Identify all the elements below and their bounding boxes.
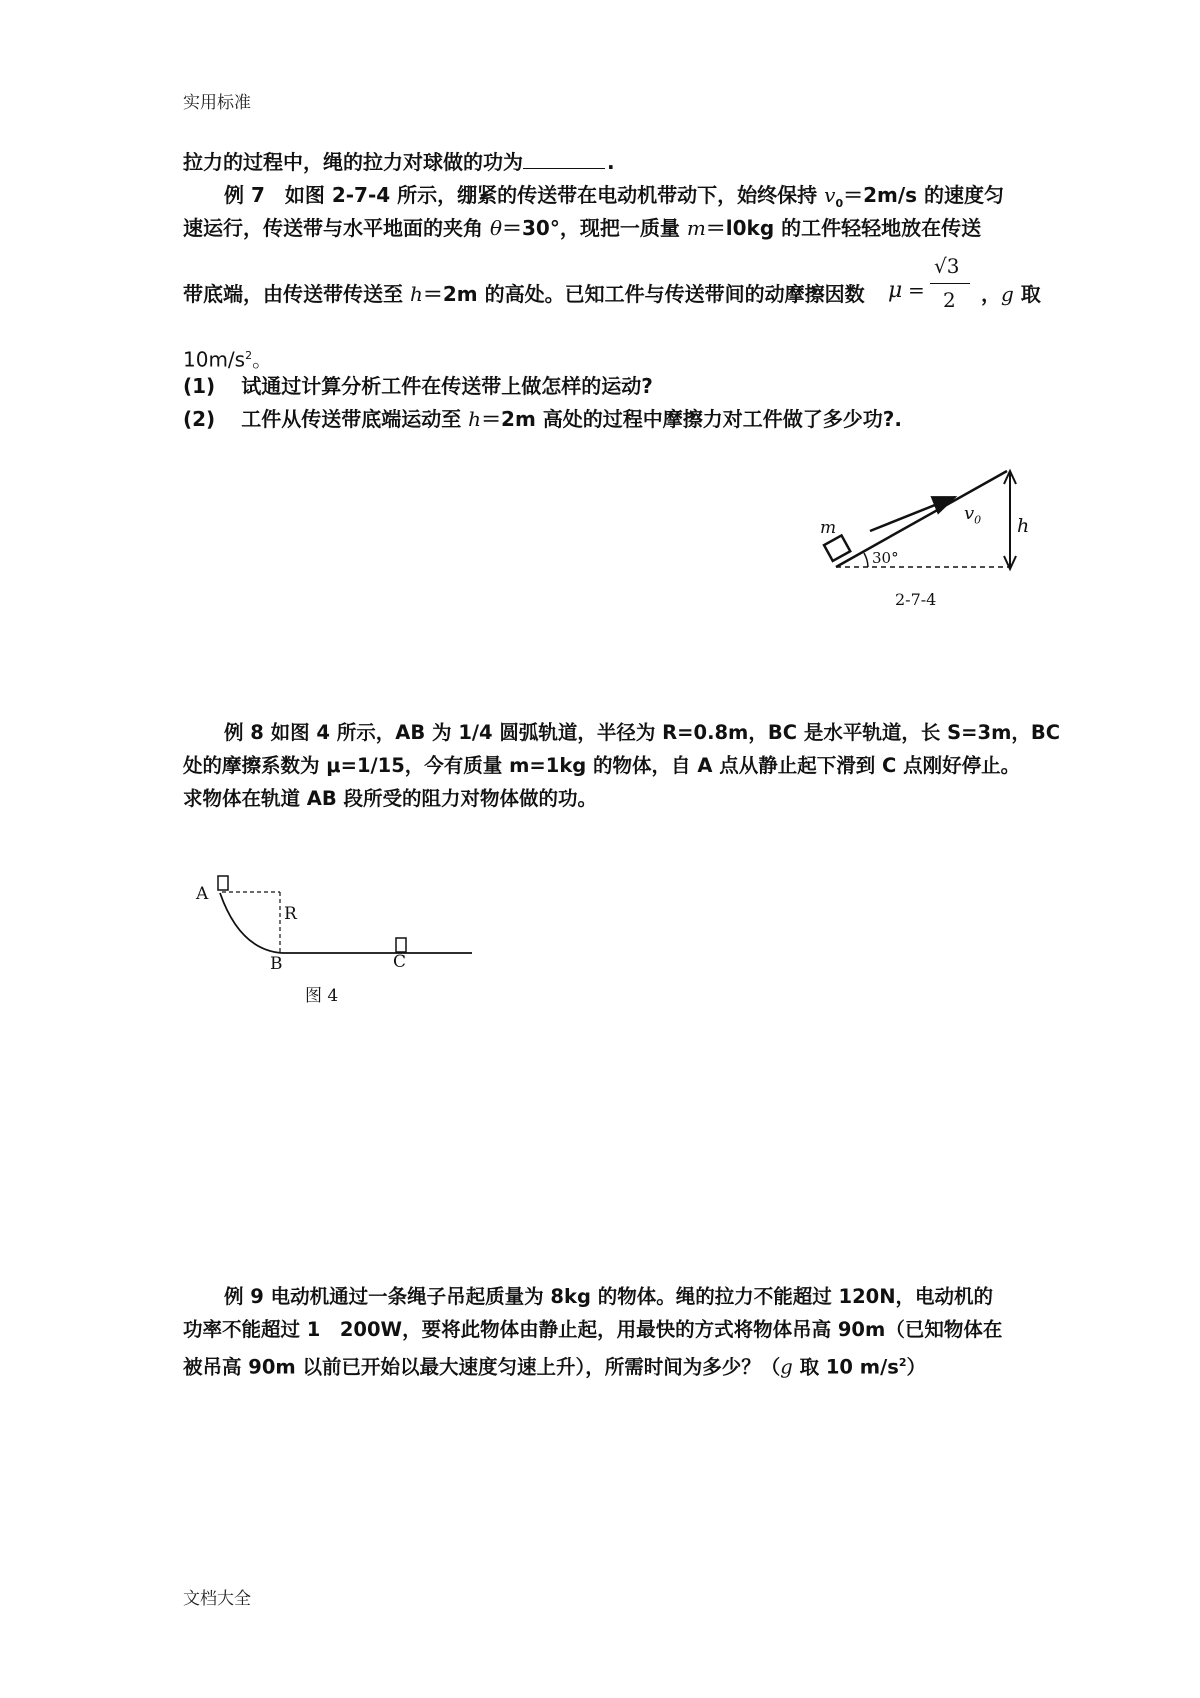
mass-symbol: m	[686, 216, 706, 240]
label-r: R	[284, 904, 297, 924]
ex8-line-2: 处的摩擦系数为 μ=1/15，今有质量 m=1kg 的物体，自 A 点从静止起下滑到 C 点刚好停止。	[183, 754, 1021, 777]
label-b: B	[270, 954, 283, 974]
label-m: m	[820, 518, 837, 538]
g-symbol: g	[780, 1355, 793, 1379]
ex9-superscript: 2	[898, 1356, 907, 1369]
g-symbol: g	[1001, 282, 1014, 306]
theta-symbol: θ	[489, 216, 503, 240]
question-number: (1)	[183, 374, 216, 398]
ex7-text: ＝2m/s 的速度匀	[843, 183, 1005, 207]
ex7-text: 。	[252, 347, 273, 372]
previous-question-end: .	[607, 150, 615, 174]
ex8-line-3: 求物体在轨道 AB 段所受的阻力对物体做的功。	[183, 787, 598, 810]
ex9-line-3	[183, 1349, 926, 1382]
mu-numerator: √3	[934, 254, 960, 278]
ex7-text: ＝l0kg 的工件轻轻地放在传送	[705, 216, 982, 240]
question-text: 工件从传送带底端运动至	[241, 407, 469, 431]
mu-denominator: 2	[943, 288, 956, 312]
question-text: 试通过计算分析工件在传送带上做怎样的运动?	[241, 374, 653, 398]
block-at-c	[396, 938, 406, 952]
mu-equals: =	[908, 278, 925, 302]
block-at-a	[218, 876, 228, 890]
question-text: ＝2m 高处的过程中摩擦力对工件做了多少功?.	[481, 407, 902, 431]
ex7-text: 取	[1013, 282, 1041, 306]
ex9-text: ）	[906, 1355, 927, 1379]
ex7-text: 速运行，传送带与水平地面的夹角	[183, 216, 490, 240]
v0-subscript: 0	[835, 197, 844, 210]
question-number: (2)	[183, 407, 216, 431]
ex9-text: 被吊高 90m 以前已开始以最大速度匀速上升），所需时间为多少？（	[183, 1355, 781, 1379]
ex7-text: ＝2m 的高处。已知工件与传送带间的动摩擦因数	[422, 282, 865, 306]
ex7-text: 10m/s	[183, 347, 246, 372]
page-header: 实用标准	[183, 93, 251, 113]
v0-symbol: v	[824, 183, 836, 207]
label-a: A	[196, 884, 209, 904]
ex7-superscript: 2	[245, 349, 253, 362]
ex7-text: ，	[981, 282, 1001, 306]
ex9-text: 取 10 m/s	[792, 1355, 899, 1379]
page-footer: 文档大全	[183, 1589, 251, 1609]
label-v: v	[964, 503, 975, 524]
label-v-sub: 0	[974, 513, 982, 527]
ex9-line-1: 例 9 电动机通过一条绳子吊起质量为 8kg 的物体。绳的拉力不能超过 120N，电动机的	[224, 1285, 994, 1308]
label-angle: 30°	[872, 549, 899, 567]
ex8-line-1: 例 8 如图 4 所示，AB 为 1/4 圆弧轨道，半径为 R=0.8m，BC 是水平轨道，长 S=3m，BC	[224, 721, 1061, 744]
ex7-text: ＝30°，现把一质量	[502, 216, 687, 240]
quarter-arc-track	[220, 893, 282, 953]
figure-caption: 图 4	[305, 986, 339, 1006]
ex7-text: 带底端，由传送带传送至	[183, 282, 410, 306]
height-symbol: h	[468, 407, 482, 431]
label-h: h	[1017, 515, 1030, 537]
ex7-text: 例 7 如图 2-7-4 所示，绷紧的传送带在电动机带动下，始终保持	[224, 183, 825, 207]
figure-caption: 2-7-4	[895, 590, 937, 609]
ex9-line-2: 功率不能超过 1 200W，要将此物体由静止起，用最快的方式将物体吊高 90m（已知物体在	[183, 1318, 1003, 1341]
mu-symbol: μ	[888, 278, 903, 303]
previous-question-text: 拉力的过程中，绳的拉力对球做的功为	[183, 150, 523, 174]
label-c: C	[393, 952, 407, 972]
height-symbol: h	[409, 282, 423, 306]
